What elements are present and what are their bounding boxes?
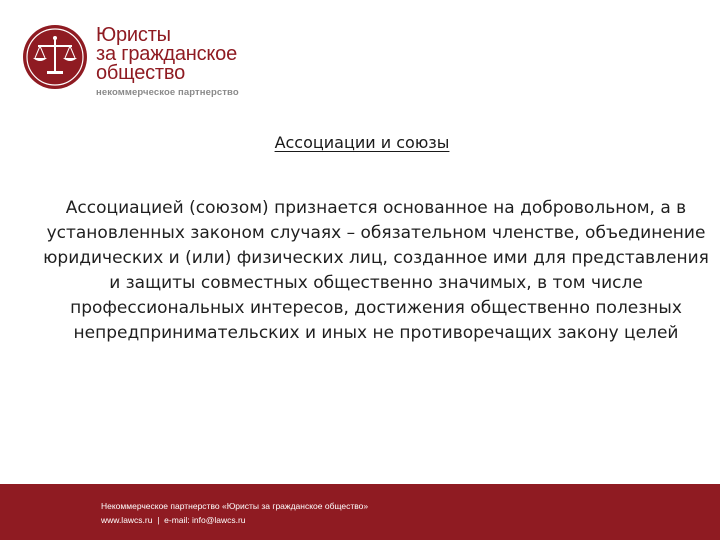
logo-line-1: Юристы [96, 24, 171, 46]
footer-bar [0, 484, 720, 540]
logo [22, 24, 239, 98]
logo-line-3: общество [96, 62, 186, 84]
logo-line-2: за гражданское [96, 43, 238, 65]
slide-body-text: Ассоциацией (союзом) признается основанное на добровольном, а в установленных законом случаях – обязательном членстве, объединение юридических и (или) физических лиц, созданное ими для представления и защиты совместных общественно значимых, в том числе профессиональных интересов, достижения общественно полезных непредпринимательских и иных не противоречащих закону целей [43, 198, 709, 343]
slide-title: Ассоциации и союзы [274, 133, 450, 152]
footer-content [101, 499, 368, 527]
footer-contacts: www.lawcs.ru | e-mail: info@lawcs.ru [101, 515, 246, 525]
logo-subtitle: некоммерческое партнерство [96, 87, 239, 98]
logo-text [96, 26, 239, 98]
footer-org-name: Некоммерческое партнерство «Юристы за гражданское общество» [101, 501, 369, 511]
scales-of-justice-icon [22, 24, 88, 90]
slide-title-container [0, 133, 720, 152]
